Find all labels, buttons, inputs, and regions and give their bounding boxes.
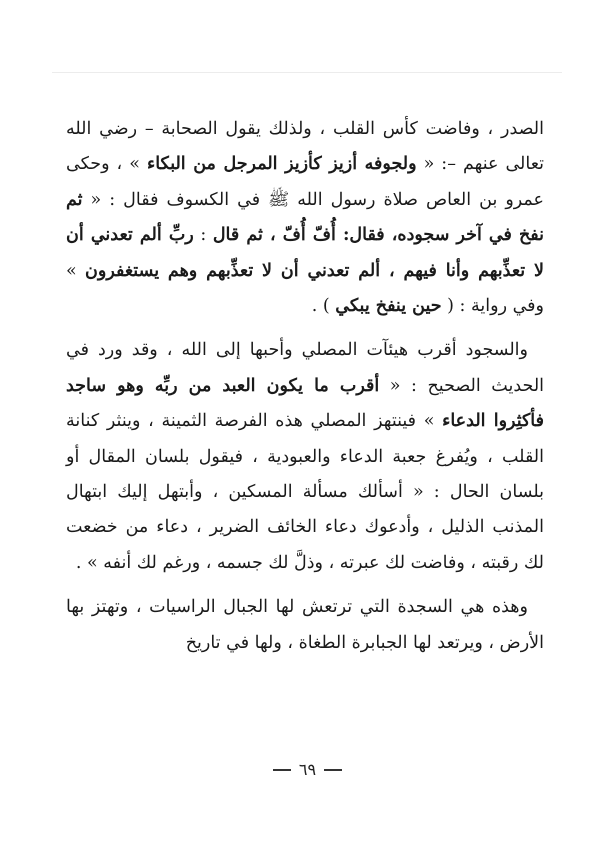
scan-artifact-line — [52, 72, 562, 73]
body-text — [66, 112, 544, 661]
paragraph-2 — [66, 333, 544, 581]
bold-quote-text: ربِّ ألم تعدني أن لا تعذِّبهم وأنا فيهم ، ألم تعدني أن لا تعذِّبهم وهم يستغفرون — [66, 225, 544, 281]
page-footer — [0, 760, 615, 779]
text-run: : — [193, 225, 213, 246]
bold-quote-text: حين ينفخ يبكي — [335, 296, 442, 317]
text-run: » وفي رواية : ( — [66, 260, 544, 317]
text-run: » ، وحكى عمرو بن العاص صلاة رسول الله ﷺ في الكسوف فقال : « — [66, 154, 544, 210]
paragraph-3 — [66, 590, 544, 661]
text-run: والسجود أقرب هيئآت المصلي وأحبها إلى الله ، وقد ورد في الحديث الصحيح : « — [66, 340, 545, 396]
bold-quote-text: ولجوفه أزيز كأزيز المرجل من البكاء — [146, 154, 417, 175]
footer-dash-right — [324, 769, 342, 771]
bold-quote-text: ثم نفخ في آخر سجوده، فقال: أُفّ أُفّ ، ثم قال — [66, 189, 545, 246]
page-number: ٦٩ — [298, 760, 317, 779]
text-run: ) . — [311, 296, 336, 317]
text-run: الصدر ، وفاضت كأس القلب ، ولذلك يقول الصحابة – رضي الله تعالى عنهم –: « — [66, 119, 545, 175]
bold-quote-text: أقرب ما يكون العبد من ربِّه وهو ساجد فأكثِروا الدعاء — [66, 375, 545, 432]
text-run: وهذه هي السجدة التي ترتعش لها الجبال الراسيات ، وتهتز بها الأرض ، ويرتعد لها الجبابرة الطغاة ، ولها في تاريخ — [66, 597, 544, 653]
footer-dash-left — [273, 769, 291, 771]
text-run: » فينتهز المصلي هذه الفرصة الثمينة ، وينثر كنانة القلب ، ويُفرغ جعبة الدعاء والعبودية ، فيقول بلسان المقال أو بلسان الحال : « أسألك مسألة المسكين ، وأبتهل إليك ابتهال المذنب الذليل ، وأدعوك دعاء الخائف الضرير ، دعاء من خضعت لك رقبته ، وفاضت لك عبرته ، وذلَّ لك جسمه ، ورغم لك أنفه » . — [66, 411, 544, 573]
paragraph-1 — [66, 112, 544, 324]
